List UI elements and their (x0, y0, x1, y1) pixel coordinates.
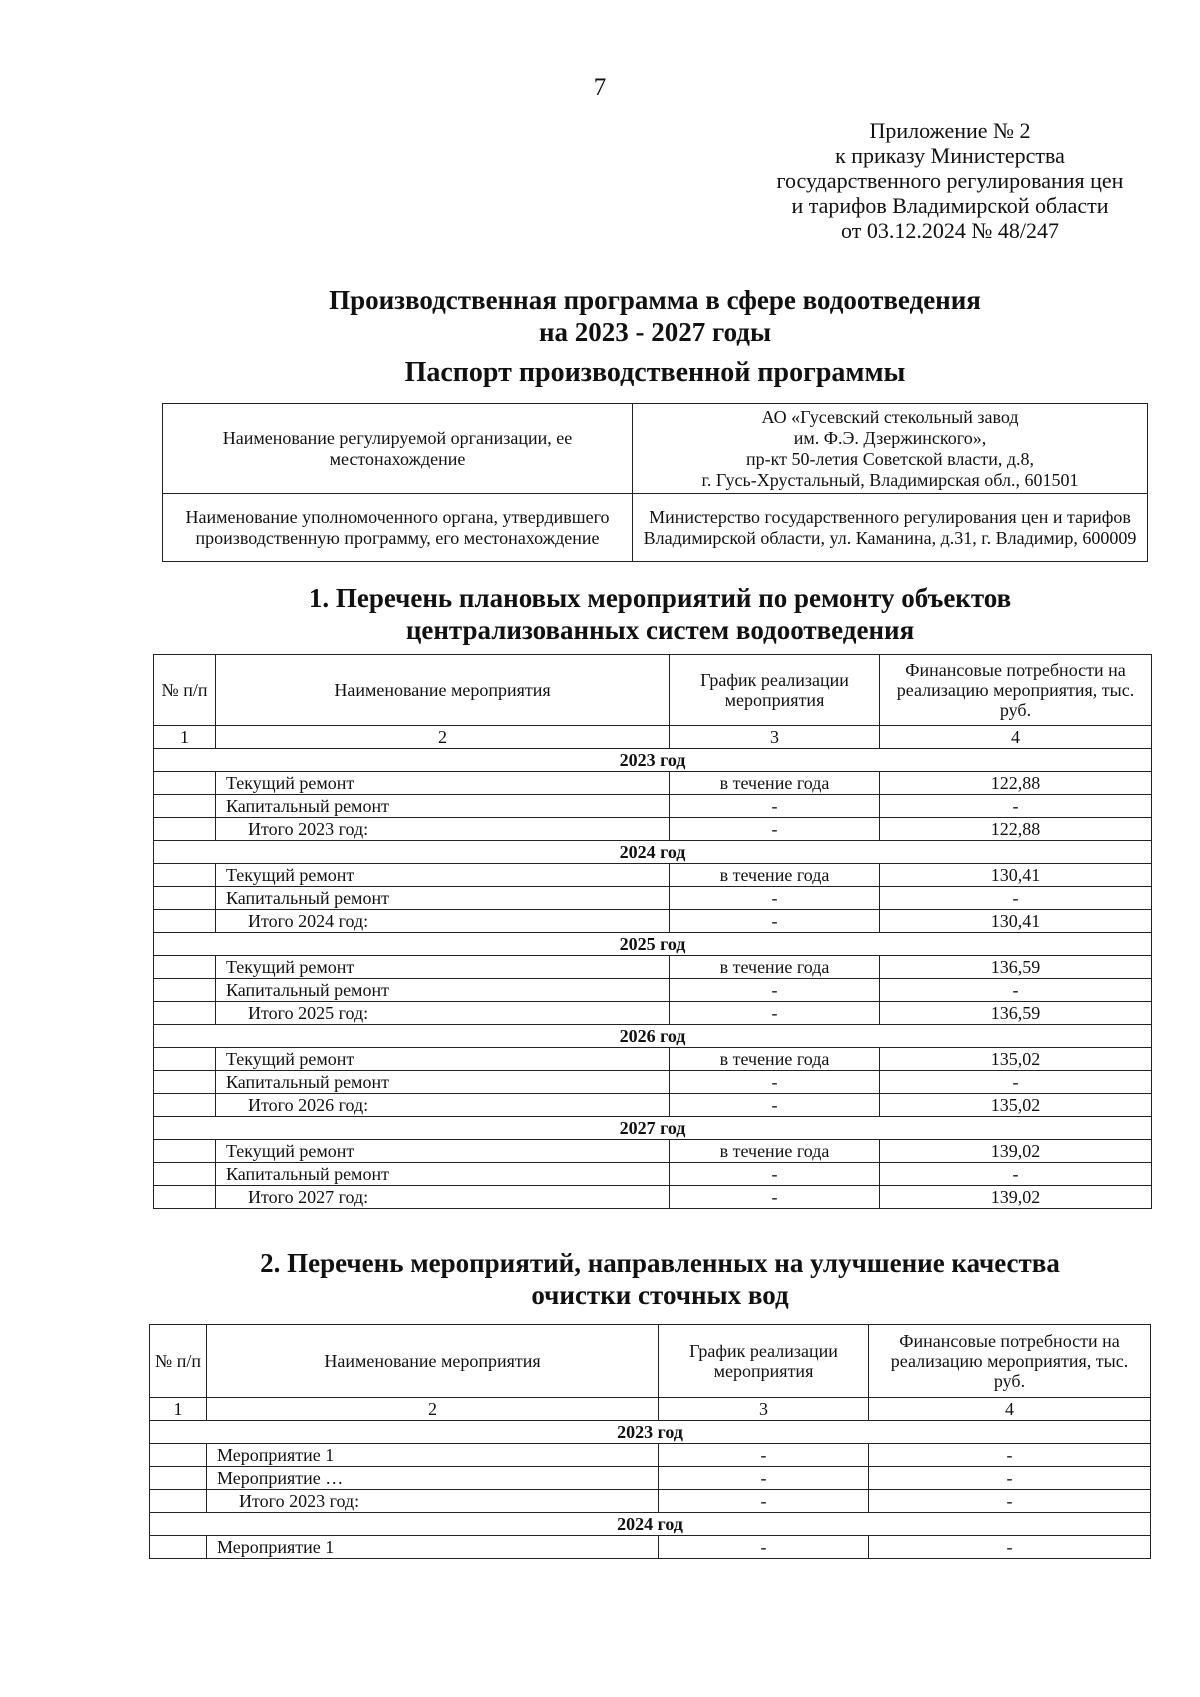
table-row (150, 1490, 1151, 1513)
appendix-line: Приложение № 2 (869, 118, 1031, 143)
row-number-cell (154, 956, 216, 979)
row-number-cell (154, 1094, 216, 1117)
schedule-cell: - (670, 910, 880, 933)
row-number-cell (150, 1467, 207, 1490)
appendix-line: к приказу Министерства (835, 143, 1065, 168)
event-name-cell: Капитальный ремонт (216, 1163, 670, 1186)
table-row (150, 1444, 1151, 1467)
col-header-finance: Финансовые потребности на реализацию мероприятия, тыс. руб. (880, 655, 1152, 726)
col-number: 3 (659, 1398, 869, 1421)
col-number: 2 (207, 1398, 659, 1421)
col-header-finance: Финансовые потребности на реализацию мероприятия, тыс. руб. (869, 1325, 1151, 1398)
table-row (154, 1140, 1152, 1163)
row-number-cell (154, 887, 216, 910)
event-name-cell: Мероприятие 1 (207, 1444, 659, 1467)
event-name-cell: Итого 2026 год: (216, 1094, 670, 1117)
table-row (154, 1163, 1152, 1186)
schedule-cell: в течение года (670, 1048, 880, 1071)
row-number-cell (154, 1002, 216, 1025)
finance-cell: 139,02 (880, 1186, 1152, 1209)
row-number-cell (154, 864, 216, 887)
schedule-cell: - (670, 818, 880, 841)
event-name-cell: Капитальный ремонт (216, 887, 670, 910)
table-row (154, 1071, 1152, 1094)
event-name-cell: Капитальный ремонт (216, 795, 670, 818)
quality-events-table (149, 1324, 1151, 1559)
year-heading: 2027 год (154, 1117, 1152, 1140)
schedule-cell: в течение года (670, 864, 880, 887)
event-name-cell: Текущий ремонт (216, 1048, 670, 1071)
appendix-block (740, 118, 1160, 243)
event-name-cell: Текущий ремонт (216, 1140, 670, 1163)
year-heading: 2026 год (154, 1025, 1152, 1048)
row-number-cell (154, 795, 216, 818)
appendix-line: государственного регулирования цен (776, 168, 1124, 193)
event-name-cell: Мероприятие … (207, 1467, 659, 1490)
passport-authority-label: Наименование уполномоченного органа, утвердившего производственную программу, его местонахождение (163, 494, 633, 562)
passport-title: Паспорт производственной программы (404, 357, 906, 388)
finance-cell: - (869, 1490, 1151, 1513)
finance-cell: - (869, 1536, 1151, 1559)
table-row (154, 1094, 1152, 1117)
finance-cell: 130,41 (880, 864, 1152, 887)
finance-cell: - (869, 1444, 1151, 1467)
finance-cell: - (880, 1163, 1152, 1186)
table-row (154, 1186, 1152, 1209)
col-number: 3 (670, 726, 880, 749)
schedule-cell: - (670, 1186, 880, 1209)
schedule-cell: в течение года (670, 772, 880, 795)
table-row (154, 956, 1152, 979)
event-name-cell: Текущий ремонт (216, 772, 670, 795)
year-heading: 2024 год (150, 1513, 1151, 1536)
event-name-cell: Текущий ремонт (216, 956, 670, 979)
row-number-cell (154, 1140, 216, 1163)
table-row (154, 910, 1152, 933)
col-number: 4 (869, 1398, 1151, 1421)
event-name-cell: Итого 2023 год: (207, 1490, 659, 1513)
row-number-cell (150, 1444, 207, 1467)
col-number: 1 (150, 1398, 207, 1421)
col-header-name: Наименование мероприятия (216, 655, 670, 726)
finance-cell: 122,88 (880, 818, 1152, 841)
schedule-cell: - (670, 795, 880, 818)
table-row (154, 1002, 1152, 1025)
year-heading: 2024 год (154, 841, 1152, 864)
year-heading: 2025 год (154, 933, 1152, 956)
schedule-cell: - (659, 1467, 869, 1490)
event-name-cell: Итого 2024 год: (216, 910, 670, 933)
row-number-cell (154, 979, 216, 1002)
finance-cell: 136,59 (880, 1002, 1152, 1025)
finance-cell: - (880, 795, 1152, 818)
document-title (0, 284, 1200, 348)
schedule-cell: - (659, 1490, 869, 1513)
row-number-cell (154, 1071, 216, 1094)
appendix-line: от 03.12.2024 № 48/247 (841, 218, 1059, 243)
schedule-cell: - (659, 1444, 869, 1467)
table-row (154, 795, 1152, 818)
event-name-cell: Капитальный ремонт (216, 1071, 670, 1094)
row-number-cell (154, 1163, 216, 1186)
schedule-cell: - (670, 887, 880, 910)
table-row (154, 864, 1152, 887)
col-number: 2 (216, 726, 670, 749)
finance-cell: 135,02 (880, 1094, 1152, 1117)
title-line: на 2023 - 2027 годы (538, 317, 772, 347)
table-row (154, 818, 1152, 841)
col-number: 4 (880, 726, 1152, 749)
event-name-cell: Итого 2027 год: (216, 1186, 670, 1209)
row-number-cell (154, 1048, 216, 1071)
passport-org-label: Наименование регулируемой организации, ее местонахождение (163, 404, 633, 494)
schedule-cell: - (670, 1002, 880, 1025)
col-number: 1 (154, 726, 216, 749)
row-number-cell (150, 1536, 207, 1559)
table-row (154, 979, 1152, 1002)
table-row (154, 887, 1152, 910)
event-name-cell: Мероприятие 1 (207, 1536, 659, 1559)
finance-cell: 139,02 (880, 1140, 1152, 1163)
row-number-cell (154, 772, 216, 795)
repair-events-table (153, 654, 1152, 1209)
col-header-num: № п/п (154, 655, 216, 726)
table-row (150, 1467, 1151, 1490)
year-heading: 2023 год (154, 749, 1152, 772)
passport-authority-value: Министерство государственного регулирования цен и тарифов Владимирской области, ул. Каманина, д.31, г. Владимир, 600009 (633, 494, 1148, 562)
table-row (150, 1536, 1151, 1559)
passport-org-value: АО «Гусевский стекольный завод им. Ф.Э. Дзержинского», пр-кт 50-летия Советской власти, д.8, г. Гусь-Хрустальный, Владимирская обл., 601501 (633, 404, 1148, 494)
finance-cell: 130,41 (880, 910, 1152, 933)
col-header-num: № п/п (150, 1325, 207, 1398)
col-header-schedule: График реализации мероприятия (670, 655, 880, 726)
row-number-cell (154, 818, 216, 841)
appendix-line: и тарифов Владимирской области (791, 193, 1109, 218)
section2-title: 2. Перечень мероприятий, направленных на улучшение качества очистки сточных вод (260, 1248, 1060, 1310)
schedule-cell: в течение года (670, 956, 880, 979)
table-row (154, 772, 1152, 795)
col-header-name: Наименование мероприятия (207, 1325, 659, 1398)
schedule-cell: - (670, 1071, 880, 1094)
finance-cell: - (869, 1467, 1151, 1490)
schedule-cell: - (659, 1536, 869, 1559)
section1-title: 1. Перечень плановых мероприятий по ремонту объектов централизованных систем водоотведения (308, 583, 1012, 645)
schedule-cell: - (670, 979, 880, 1002)
title-line: Производственная программа в сфере водоотведения (329, 285, 981, 315)
finance-cell: 135,02 (880, 1048, 1152, 1071)
finance-cell: - (880, 887, 1152, 910)
schedule-cell: в течение года (670, 1140, 880, 1163)
row-number-cell (154, 910, 216, 933)
schedule-cell: - (670, 1094, 880, 1117)
year-heading: 2023 год (150, 1421, 1151, 1444)
row-number-cell (150, 1490, 207, 1513)
row-number-cell (154, 1186, 216, 1209)
event-name-cell: Капитальный ремонт (216, 979, 670, 1002)
finance-cell: - (880, 1071, 1152, 1094)
event-name-cell: Текущий ремонт (216, 864, 670, 887)
col-header-schedule: График реализации мероприятия (659, 1325, 869, 1398)
finance-cell: - (880, 979, 1152, 1002)
schedule-cell: - (670, 1163, 880, 1186)
page-number: 7 (593, 74, 607, 101)
passport-table (162, 403, 1148, 562)
finance-cell: 122,88 (880, 772, 1152, 795)
event-name-cell: Итого 2025 год: (216, 1002, 670, 1025)
event-name-cell: Итого 2023 год: (216, 818, 670, 841)
table-row (154, 1048, 1152, 1071)
finance-cell: 136,59 (880, 956, 1152, 979)
